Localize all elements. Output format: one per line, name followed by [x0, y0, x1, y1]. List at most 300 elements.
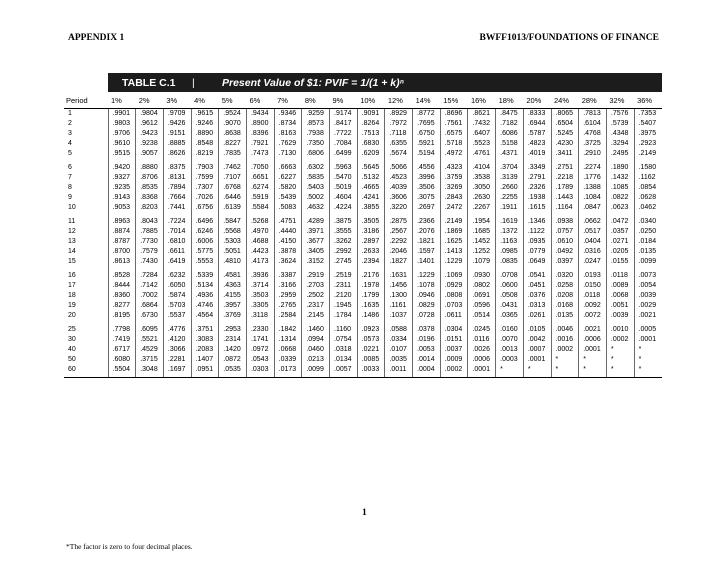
- factor-cell: .0001: [579, 345, 607, 355]
- factor-cell: .5303: [219, 237, 247, 247]
- factor-cell: .7307: [191, 183, 219, 193]
- factor-cell: .8375: [163, 159, 191, 173]
- factor-cell: .9706: [108, 129, 136, 139]
- factor-cell: .0150: [579, 281, 607, 291]
- factor-cell: .1164: [551, 203, 579, 213]
- factor-cell: .1685: [468, 227, 496, 237]
- factor-cell: .5019: [330, 183, 358, 193]
- factor-cell: .3066: [163, 345, 191, 355]
- factor-cell: .4173: [246, 257, 274, 267]
- factor-cell: .0271: [606, 237, 634, 247]
- factor-cell: .6717: [108, 345, 136, 355]
- factor-cell: .4810: [219, 257, 247, 267]
- factor-cell: .4104: [468, 159, 496, 173]
- factor-cell: .3855: [357, 203, 385, 213]
- factor-cell: .7972: [385, 119, 413, 129]
- factor-cell: .3349: [523, 159, 551, 173]
- factor-cell: .3677: [302, 237, 330, 247]
- factor-cell: .1085: [606, 183, 634, 193]
- table-row: [64, 345, 662, 355]
- factor-cell: .1821: [413, 237, 441, 247]
- period-cell: 4: [68, 140, 72, 147]
- factor-cell: .2791: [523, 173, 551, 183]
- factor-cell: .0037: [440, 345, 468, 355]
- factor-cell: .3957: [219, 301, 247, 311]
- factor-cell: .0051: [606, 301, 634, 311]
- table-row: [64, 129, 662, 139]
- factor-cell: .0946: [413, 291, 441, 301]
- column-header-rate: 20%: [523, 94, 551, 109]
- factor-cell: .8417: [330, 119, 358, 129]
- factor-cell: .3118: [246, 311, 274, 321]
- factor-cell: .5158: [496, 139, 524, 149]
- factor-cell: .0610: [551, 237, 579, 247]
- factor-cell: .8613: [108, 257, 136, 267]
- factor-cell: .1452: [468, 237, 496, 247]
- factor-cell: .5066: [385, 159, 413, 173]
- factor-cell: *: [634, 355, 662, 365]
- factor-cell: .0930: [468, 267, 496, 281]
- factor-cell: .1078: [413, 281, 441, 291]
- period-cell: 15: [68, 258, 76, 265]
- factor-cell: .0016: [551, 335, 579, 345]
- factor-cell: .9070: [219, 119, 247, 129]
- factor-cell: .4348: [606, 129, 634, 139]
- period-cell: 40: [68, 346, 76, 353]
- period-cell: 1: [68, 110, 72, 117]
- factor-cell: .8163: [274, 129, 302, 139]
- factor-cell: .1161: [385, 301, 413, 311]
- factor-cell: .7938: [302, 129, 330, 139]
- factor-cell: .2292: [385, 237, 413, 247]
- factor-cell: .6611: [163, 247, 191, 257]
- factor-cell: .0261: [523, 311, 551, 321]
- factor-cell: .3714: [246, 281, 274, 291]
- factor-cell: .1252: [468, 247, 496, 257]
- factor-cell: .6302: [302, 159, 330, 173]
- factor-cell: .1776: [579, 173, 607, 183]
- factor-cell: .8626: [163, 149, 191, 159]
- factor-cell: .4289: [302, 213, 330, 227]
- table-row: [64, 193, 662, 203]
- pvif-table-figure: [64, 73, 662, 378]
- factor-cell: .2765: [274, 301, 302, 311]
- factor-cell: .0173: [274, 365, 302, 378]
- factor-cell: .2274: [579, 159, 607, 173]
- table-title-bar: [108, 73, 662, 92]
- factor-cell: .8203: [136, 203, 164, 213]
- factor-cell: .1084: [579, 193, 607, 203]
- factor-cell: .1631: [385, 267, 413, 281]
- factor-cell: .0035: [385, 355, 413, 365]
- factor-cell: .8195: [108, 311, 136, 321]
- factor-cell: .0007: [523, 345, 551, 355]
- factor-cell: .4556: [413, 159, 441, 173]
- factor-cell: .6139: [219, 203, 247, 213]
- factor-cell: .0802: [468, 281, 496, 291]
- factor-cell: .4529: [136, 345, 164, 355]
- factor-cell: .6246: [191, 227, 219, 237]
- column-header-rate: 2%: [136, 94, 164, 109]
- factor-cell: .1069: [440, 267, 468, 281]
- factor-cell: .3505: [357, 213, 385, 227]
- factor-cell: .0535: [219, 365, 247, 378]
- factor-cell: .0039: [634, 291, 662, 301]
- factor-cell: .5134: [191, 281, 219, 291]
- factor-cell: .2919: [302, 267, 330, 281]
- factor-cell: .5568: [219, 227, 247, 237]
- period-cell: 25: [68, 326, 76, 333]
- factor-cell: .0193: [579, 267, 607, 281]
- period-cell: 7: [68, 174, 72, 181]
- factor-cell: .7026: [191, 193, 219, 203]
- factor-cell: .0073: [634, 267, 662, 281]
- table-row: [64, 183, 662, 193]
- factor-cell: .2923: [634, 139, 662, 149]
- period-cell: 3: [68, 130, 72, 137]
- factor-cell: .7224: [163, 213, 191, 227]
- factor-cell: .7730: [136, 237, 164, 247]
- factor-cell: .4751: [274, 213, 302, 227]
- factor-cell: .2502: [302, 291, 330, 301]
- table-row: [64, 227, 662, 237]
- factor-cell: .6227: [274, 173, 302, 183]
- factor-cell: .1842: [274, 321, 302, 335]
- factor-cell: .6407: [468, 129, 496, 139]
- factor-cell: .7284: [136, 267, 164, 281]
- factor-cell: .2330: [246, 321, 274, 335]
- factor-cell: .0628: [634, 193, 662, 203]
- table-row: [64, 159, 662, 173]
- factor-cell: .1443: [551, 193, 579, 203]
- period-cell: 17: [68, 282, 76, 289]
- factor-cell: .7629: [274, 139, 302, 149]
- factor-cell: .8890: [191, 129, 219, 139]
- factor-cell: .3269: [440, 183, 468, 193]
- factor-cell: .7419: [108, 335, 136, 345]
- factor-cell: .0057: [330, 365, 358, 378]
- factor-cell: .8444: [108, 281, 136, 291]
- factor-cell: .2046: [385, 247, 413, 257]
- factor-cell: .0334: [385, 335, 413, 345]
- factor-cell: .5718: [440, 139, 468, 149]
- factor-cell: .0728: [413, 311, 441, 321]
- factor-cell: .5874: [163, 291, 191, 301]
- factor-cell: .7798: [108, 321, 136, 335]
- factor-cell: .0847: [579, 203, 607, 213]
- factor-cell: .0155: [606, 257, 634, 267]
- factor-cell: .2697: [413, 203, 441, 213]
- factor-cell: .1420: [219, 345, 247, 355]
- column-header-rate: 6%: [246, 94, 274, 109]
- factor-cell: .4039: [385, 183, 413, 193]
- factor-cell: .1456: [385, 281, 413, 291]
- page-number: 1: [362, 508, 367, 518]
- factor-cell: .0005: [634, 321, 662, 335]
- table-row: [64, 291, 662, 301]
- factor-cell: .9434: [246, 109, 274, 120]
- factor-cell: .2910: [579, 149, 607, 159]
- period-cell: 2: [68, 120, 72, 127]
- factor-cell: .0054: [634, 281, 662, 291]
- factor-cell: .4972: [440, 149, 468, 159]
- factor-cell: .7722: [330, 129, 358, 139]
- factor-cell: .4823: [523, 139, 551, 149]
- factor-cell: .1037: [385, 311, 413, 321]
- factor-cell: .0092: [579, 301, 607, 311]
- factor-cell: .7903: [191, 159, 219, 173]
- column-header-rate: 32%: [606, 94, 634, 109]
- factor-cell: .6504: [551, 119, 579, 129]
- factor-cell: .2519: [330, 267, 358, 281]
- factor-cell: .1300: [385, 291, 413, 301]
- factor-cell: .8333: [523, 109, 551, 120]
- factor-cell: .2281: [163, 355, 191, 365]
- factor-cell: .3715: [136, 355, 164, 365]
- table-row: [64, 203, 662, 213]
- table-header-row: [64, 94, 662, 109]
- factor-cell: .5775: [191, 247, 219, 257]
- factor-cell: .3751: [191, 321, 219, 335]
- factor-cell: .8734: [274, 119, 302, 129]
- factor-cell: .0070: [496, 335, 524, 345]
- factor-cell: .9901: [108, 109, 136, 120]
- factor-cell: .5739: [606, 119, 634, 129]
- factor-cell: .5407: [634, 119, 662, 129]
- factor-cell: .9610: [108, 139, 136, 149]
- factor-cell: .3555: [330, 227, 358, 237]
- factor-cell: .8787: [108, 237, 136, 247]
- factor-cell: .8065: [551, 109, 579, 120]
- factor-cell: .0703: [440, 301, 468, 311]
- factor-cell: .6663: [274, 159, 302, 173]
- factor-cell: .7885: [136, 227, 164, 237]
- factor-cell: .2394: [357, 257, 385, 267]
- factor-cell: .5002: [302, 193, 330, 203]
- factor-cell: .0213: [302, 355, 330, 365]
- factor-cell: .0357: [606, 227, 634, 237]
- factor-cell: .7561: [440, 119, 468, 129]
- factor-cell: .4523: [385, 173, 413, 183]
- factor-cell: .0009: [440, 355, 468, 365]
- factor-cell: .0001: [523, 355, 551, 365]
- factor-cell: .5553: [191, 257, 219, 267]
- factor-cell: .1413: [440, 247, 468, 257]
- factor-cell: .4632: [302, 203, 330, 213]
- factor-cell: .9143: [108, 193, 136, 203]
- factor-cell: .3387: [274, 267, 302, 281]
- factor-cell: .3606: [385, 193, 413, 203]
- factor-cell: .0033: [357, 365, 385, 378]
- factor-cell: .2326: [523, 183, 551, 193]
- factor-cell: .0053: [413, 345, 441, 355]
- factor-cell: .0001: [634, 335, 662, 345]
- table-row: [64, 149, 662, 159]
- factor-cell: .4120: [163, 335, 191, 345]
- factor-cell: .1784: [330, 311, 358, 321]
- factor-cell: .0320: [551, 267, 579, 281]
- factor-cell: .0339: [274, 355, 302, 365]
- factor-cell: .2843: [440, 193, 468, 203]
- factor-cell: .3503: [246, 291, 274, 301]
- factor-cell: .4604: [330, 193, 358, 203]
- factor-cell: .9057: [136, 149, 164, 159]
- factor-cell: *: [523, 365, 551, 378]
- factor-cell: .2495: [606, 149, 634, 159]
- factor-cell: .0460: [302, 345, 330, 355]
- factor-cell: .0247: [579, 257, 607, 267]
- factor-cell: .1625: [440, 237, 468, 247]
- factor-cell: .6496: [191, 213, 219, 227]
- factor-cell: .0258: [551, 281, 579, 291]
- factor-cell: .3411: [551, 149, 579, 159]
- factor-cell: .0046: [551, 321, 579, 335]
- factor-cell: .6095: [136, 321, 164, 335]
- table-title: Present Value of $1: PVIF = 1/(1 + k)ⁿ: [222, 76, 404, 89]
- factor-cell: .8880: [136, 159, 164, 173]
- factor-cell: .3262: [330, 237, 358, 247]
- factor-cell: .0013: [496, 345, 524, 355]
- factor-cell: .3083: [191, 335, 219, 345]
- factor-cell: *: [634, 345, 662, 355]
- factor-cell: .2176: [357, 267, 385, 281]
- period-cell: 18: [68, 292, 76, 299]
- factor-cell: .2255: [496, 193, 524, 203]
- factor-cell: .0072: [579, 311, 607, 321]
- period-cell: 13: [68, 238, 76, 245]
- factor-cell: .0151: [440, 335, 468, 345]
- factor-cell: .5339: [191, 267, 219, 281]
- factor-cell: .1978: [357, 281, 385, 291]
- factor-cell: .4581: [219, 267, 247, 281]
- factor-cell: .9524: [219, 109, 247, 120]
- factor-cell: .3878: [274, 247, 302, 257]
- factor-cell: .0854: [634, 183, 662, 193]
- table-row: [64, 247, 662, 257]
- factor-cell: .5051: [219, 247, 247, 257]
- factor-cell: .4224: [330, 203, 358, 213]
- table-title-separator: |: [192, 76, 195, 89]
- factor-cell: .1799: [357, 291, 385, 301]
- factor-cell: .5820: [274, 183, 302, 193]
- factor-cell: .4230: [551, 139, 579, 149]
- factor-cell: .1432: [606, 173, 634, 183]
- factor-cell: .0085: [357, 355, 385, 365]
- factor-cell: .0221: [357, 345, 385, 355]
- factor-cell: .6446: [219, 193, 247, 203]
- column-header-rate: 28%: [579, 94, 607, 109]
- factor-cell: .5521: [136, 335, 164, 345]
- factor-cell: .2120: [330, 291, 358, 301]
- table-row: [64, 109, 662, 120]
- factor-cell: .8772: [413, 109, 441, 120]
- factor-cell: .8043: [136, 213, 164, 227]
- factor-cell: .4564: [191, 311, 219, 321]
- factor-cell: .3405: [302, 247, 330, 257]
- factor-cell: .1945: [330, 301, 358, 311]
- factor-cell: .5268: [246, 213, 274, 227]
- factor-cell: .3875: [330, 213, 358, 227]
- factor-cell: .5921: [413, 139, 441, 149]
- factor-cell: .0316: [579, 247, 607, 257]
- factor-cell: .7441: [163, 203, 191, 213]
- factor-cell: .0003: [496, 355, 524, 365]
- period-cell: 10: [68, 204, 76, 211]
- factor-cell: .5703: [163, 301, 191, 311]
- factor-cell: .8535: [136, 183, 164, 193]
- factor-cell: .5787: [523, 129, 551, 139]
- table-row: [64, 119, 662, 129]
- factor-cell: .8368: [136, 193, 164, 203]
- factor-cell: .2992: [330, 247, 358, 257]
- factor-cell: .6730: [136, 311, 164, 321]
- table-row: [64, 139, 662, 149]
- factor-cell: .0588: [385, 321, 413, 335]
- factor-cell: .0754: [330, 335, 358, 345]
- factor-cell: .4440: [274, 227, 302, 237]
- factor-cell: .6768: [219, 183, 247, 193]
- factor-cell: .9426: [163, 119, 191, 129]
- factor-cell: .0006: [468, 355, 496, 365]
- factor-cell: .2584: [274, 311, 302, 321]
- factor-cell: *: [606, 345, 634, 355]
- factor-cell: .6232: [163, 267, 191, 281]
- factor-cell: .0573: [357, 335, 385, 345]
- factor-cell: .0089: [606, 281, 634, 291]
- factor-cell: .9246: [191, 119, 219, 129]
- factor-cell: .1486: [357, 311, 385, 321]
- factor-cell: .6104: [579, 119, 607, 129]
- table-row: [64, 311, 662, 321]
- factor-cell: .1911: [496, 203, 524, 213]
- factor-cell: .9803: [108, 119, 136, 129]
- factor-cell: .2567: [385, 227, 413, 237]
- factor-cell: .9053: [108, 203, 136, 213]
- factor-cell: .7473: [246, 149, 274, 159]
- factor-cell: .2267: [468, 203, 496, 213]
- factor-cell: .2076: [413, 227, 441, 237]
- factor-cell: .0160: [496, 321, 524, 335]
- factor-cell: .2149: [634, 149, 662, 159]
- factor-cell: .2897: [357, 237, 385, 247]
- factor-cell: .5919: [246, 193, 274, 203]
- factor-cell: .7430: [136, 257, 164, 267]
- column-header-rate: 8%: [302, 94, 330, 109]
- period-cell: 11: [68, 218, 76, 225]
- factor-cell: .2083: [191, 345, 219, 355]
- table-row: [64, 213, 662, 227]
- pvif-table: [64, 94, 662, 378]
- factor-cell: .0196: [413, 335, 441, 345]
- column-header-rate: 18%: [496, 94, 524, 109]
- factor-cell: .0250: [634, 227, 662, 237]
- factor-cell: .0543: [246, 355, 274, 365]
- factor-cell: .9709: [163, 109, 191, 120]
- factor-cell: .0205: [606, 247, 634, 257]
- factor-cell: .0245: [468, 321, 496, 335]
- factor-cell: .7432: [468, 119, 496, 129]
- factor-cell: .4688: [246, 237, 274, 247]
- factor-cell: .2953: [219, 321, 247, 335]
- header-right: BWFF1013/FOUNDATIONS OF FINANCE: [479, 33, 659, 43]
- factor-cell: .8277: [108, 301, 136, 311]
- factor-cell: .5245: [551, 129, 579, 139]
- factor-cell: .0184: [634, 237, 662, 247]
- period-cell: 6: [68, 164, 72, 171]
- period-cell: 9: [68, 194, 72, 201]
- factor-cell: .8396: [246, 129, 274, 139]
- factor-cell: .5194: [413, 149, 441, 159]
